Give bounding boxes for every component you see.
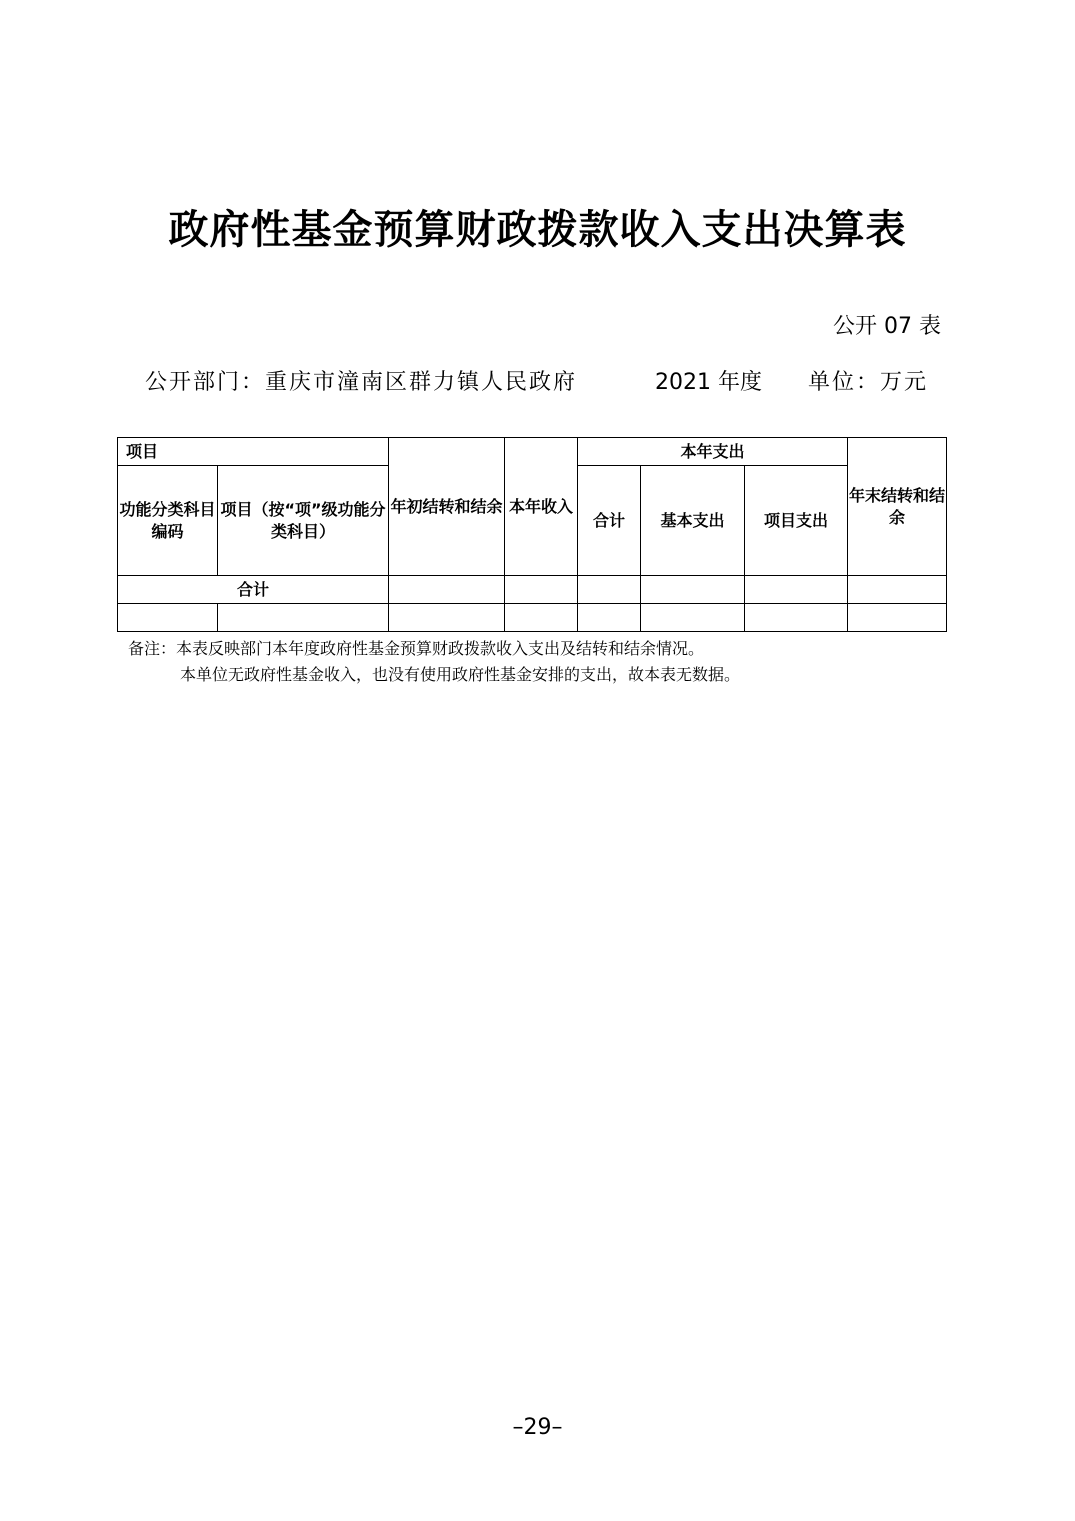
table-cell (578, 576, 641, 604)
note-line-1: 备注：本表反映部门本年度政府性基金预算财政拨款收入支出及结转和结余情况。 (128, 639, 705, 658)
table-note (128, 636, 740, 688)
header-income: 本年收入 (505, 438, 578, 576)
header-item-name: 项目（按“项”级功能分类科目） (218, 466, 389, 576)
unit-label: 单位：万元 (808, 370, 929, 395)
table-cell (505, 604, 578, 632)
header-func-code: 功能分类科目编码 (118, 466, 218, 576)
department-label: 公开部门：重庆市潼南区群力镇人民政府 (145, 370, 578, 395)
table-cell (578, 604, 641, 632)
budget-table (117, 437, 947, 632)
header-expense-group: 本年支出 (578, 438, 848, 466)
table-cell (641, 576, 745, 604)
header-expense-project: 项目支出 (745, 466, 848, 576)
total-row-label: 合计 (118, 576, 389, 604)
table-cell (745, 604, 848, 632)
table-cell (848, 604, 947, 632)
header-end-balance: 年末结转和结余 (848, 438, 947, 576)
header-begin-balance: 年初结转和结余 (389, 438, 505, 576)
total-row (118, 576, 947, 604)
table-cell (118, 604, 218, 632)
header-expense-basic: 基本支出 (641, 466, 745, 576)
table-cell (505, 576, 578, 604)
table-cell (641, 604, 745, 632)
header-expense-total: 合计 (578, 466, 641, 576)
table-row (118, 604, 947, 632)
fiscal-year: 2021 年度 (655, 370, 762, 395)
table-cell (745, 576, 848, 604)
note-line-2: 本单位无政府性基金收入，也没有使用政府性基金安排的支出，故本表无数据。 (180, 665, 741, 684)
table-cell (389, 604, 505, 632)
table-cell (848, 576, 947, 604)
table-cell (389, 576, 505, 604)
table-code: 公开 07 表 (833, 314, 941, 339)
page-number: –29– (512, 1415, 563, 1440)
header-item: 项目 (118, 438, 389, 466)
page-title: 政府性基金预算财政拨款收入支出决算表 (168, 206, 907, 253)
table-cell (218, 604, 389, 632)
